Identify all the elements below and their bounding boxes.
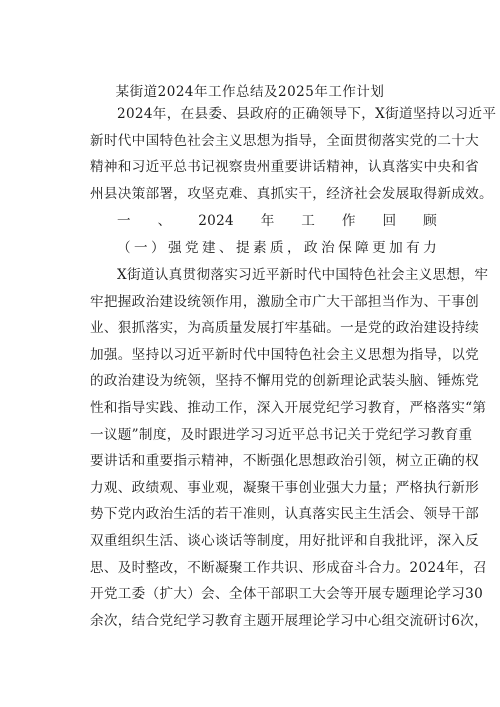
section-heading-block: [90, 208, 437, 235]
body-line: 性和指导实践、推动工作，深入开展党纪学习教育，严格落实“第: [90, 399, 487, 416]
body-paragraph: [90, 262, 489, 634]
document-title: 某街道2024年工作总结及2025年工作计划: [115, 84, 385, 100]
subsection-heading: （一）强党建、提素质，政治保障更加有力: [117, 240, 437, 256]
intro-paragraph: [90, 101, 497, 207]
section-heading: 一、2024年工作回顾: [117, 213, 437, 229]
body-line: 势下党内政治生活的若干准则，认真落实民主生活会、领导干部: [90, 506, 480, 523]
body-line: 加强。坚持以习近平新时代中国特色社会主义思想为指导，以党: [90, 346, 480, 363]
body-line: 牢把握政治建设统领作用，激励全市广大干部担当作为、干事创: [90, 293, 480, 310]
body-line: 思、及时整改，不断凝聚工作共识、形成奋斗合力。2024年，召: [90, 559, 488, 576]
body-line: 一议题”制度，及时跟进学习习近平总书记关于党纪学习教育重: [90, 426, 473, 443]
intro-line: 2024年，在县委、县政府的正确领导下，X街道坚持以习近平: [117, 106, 497, 122]
body-line: 力观、政绩观、事业观，凝聚干事创业强大力量；严格执行新形: [90, 479, 480, 496]
intro-line: 州县决策部署，攻坚克难、真抓实干，经济社会发展取得新成效。: [90, 185, 493, 202]
body-line: 的政治建设为统领，坚持不懈用党的创新理论武装头脑、锤炼党: [90, 373, 480, 390]
body-line: 余次，结合党纪学习教育主题开展理论学习中心组交流研讨6次，: [90, 612, 488, 629]
intro-line: 新时代中国特色社会主义思想为指导，全面贯彻落实党的二十大: [90, 132, 480, 149]
body-line: 要讲话和重要指示精神，不断强化思想政治引领，树立正确的权: [90, 453, 480, 470]
body-line: 双重组织生活、谈心谈话等制度，用好批评和自我批评，深入反: [90, 532, 480, 549]
subsection-heading-block: [90, 235, 437, 262]
body-line: 开党工委（扩大）会、全体干部职工大会等开展专题理论学习30: [90, 586, 484, 603]
intro-line: 精神和习近平总书记视察贵州重要讲话精神，认真落实中央和省: [90, 159, 480, 176]
body-line: X街道认真贯彻落实习近平新时代中国特色社会主义思想，牢: [117, 267, 489, 283]
body-line: 业、狠抓落实，为高质量发展打牢基础。一是党的政治建设持续: [90, 320, 480, 337]
